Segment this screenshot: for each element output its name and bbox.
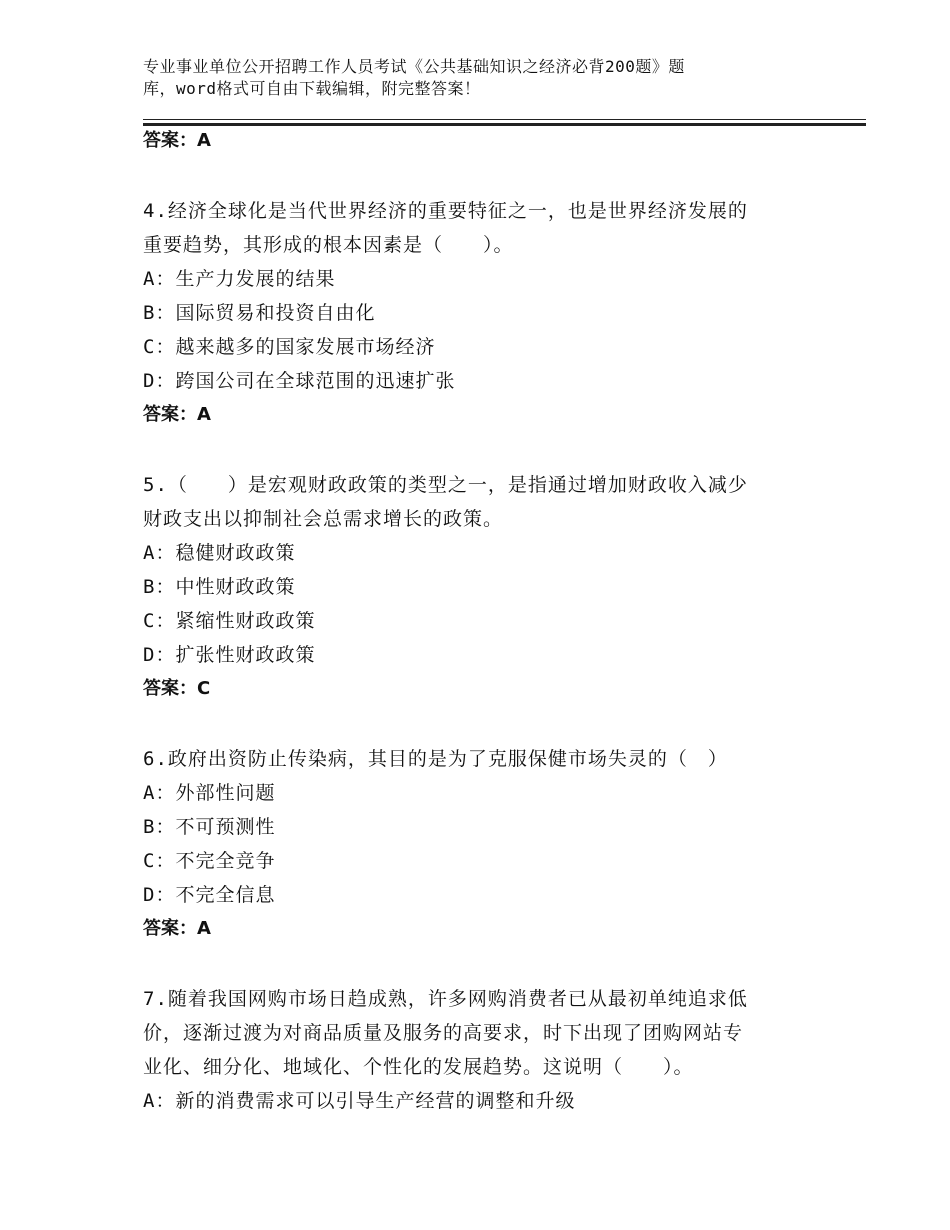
question-5	[143, 468, 823, 706]
document-header	[143, 56, 783, 100]
option-b: B：中性财政政策	[143, 576, 296, 598]
question-stem	[143, 742, 823, 776]
question-stem	[143, 982, 823, 1084]
header-line-2: 库，word格式可自由下载编辑，附完整答案！	[143, 79, 481, 98]
header-line-1: 专业事业单位公开招聘工作人员考试《公共基础知识之经济必背200题》题	[143, 57, 685, 76]
option-d: D：不完全信息	[143, 884, 276, 906]
option-a: A：稳健财政政策	[143, 542, 296, 564]
spacer	[143, 946, 823, 982]
question-4	[143, 194, 823, 432]
option-d: D：跨国公司在全球范围的迅速扩张	[143, 370, 456, 392]
option-b: B：国际贸易和投资自由化	[143, 302, 376, 324]
stem-line: 重要趋势，其形成的根本因素是（ ）。	[143, 234, 514, 256]
question-7	[143, 982, 823, 1118]
question-stem	[143, 468, 823, 536]
stem-line: 5.（ ）是宏观财政政策的类型之一，是指通过增加财政收入减少	[143, 474, 748, 496]
spacer	[143, 432, 823, 468]
option-c: C：紧缩性财政政策	[143, 610, 316, 632]
stem-line: 7.随着我国网购市场日趋成熟，许多网购消费者已从最初单纯追求低	[143, 988, 748, 1010]
option-a: A：外部性问题	[143, 782, 276, 804]
document-body	[143, 124, 823, 1118]
stem-line: 业化、细分化、地域化、个性化的发展趋势。这说明（ ）。	[143, 1056, 694, 1078]
answer: 答案：A	[143, 404, 211, 425]
header-divider-thin	[143, 119, 866, 120]
stem-line: 6.政府出资防止传染病，其目的是为了克服保健市场失灵的（ ）	[143, 748, 728, 770]
stem-line: 价，逐渐过渡为对商品质量及服务的高要求，时下出现了团购网站专	[143, 1022, 744, 1044]
spacer	[143, 706, 823, 742]
option-b: B：不可预测性	[143, 816, 276, 838]
option-a: A：生产力发展的结果	[143, 268, 336, 290]
answer-prev: 答案：A	[143, 130, 211, 151]
question-6	[143, 742, 823, 946]
answer: 答案：A	[143, 918, 211, 939]
answer: 答案：C	[143, 678, 211, 699]
spacer	[143, 158, 823, 194]
option-a: A：新的消费需求可以引导生产经营的调整和升级	[143, 1090, 576, 1112]
option-c: C：不完全竞争	[143, 850, 276, 872]
stem-line: 4.经济全球化是当代世界经济的重要特征之一，也是世界经济发展的	[143, 200, 748, 222]
option-d: D：扩张性财政政策	[143, 644, 316, 666]
stem-line: 财政支出以抑制社会总需求增长的政策。	[143, 508, 504, 530]
question-stem	[143, 194, 823, 262]
option-c: C：越来越多的国家发展市场经济	[143, 336, 436, 358]
